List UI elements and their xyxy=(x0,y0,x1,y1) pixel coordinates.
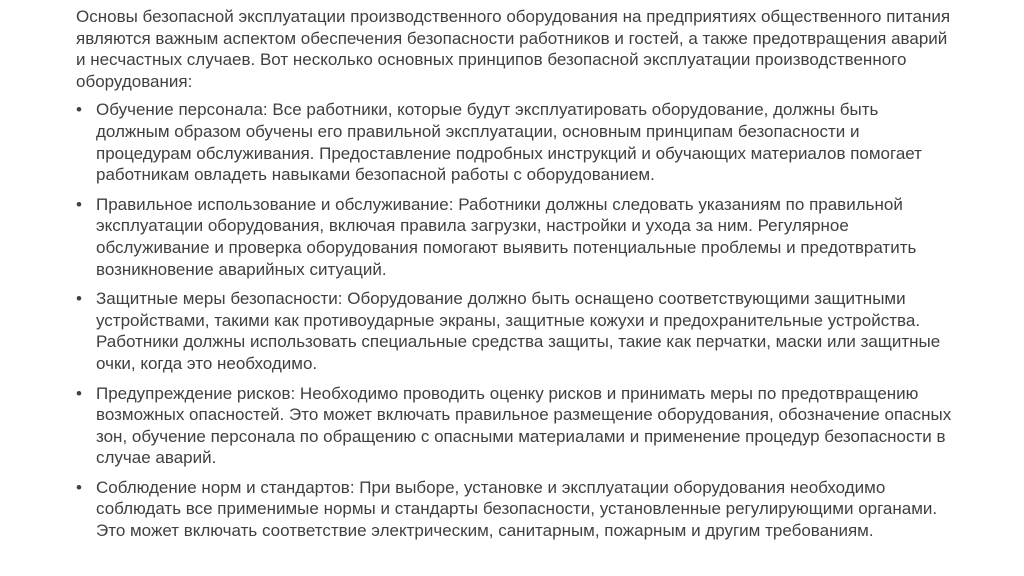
slide-content xyxy=(76,6,956,550)
principles-list xyxy=(76,99,956,541)
list-item-text: Предупреждение рисков: Необходимо проводить оценку рисков и принимать меры по предотвращению возможных опасностей. Это может включать правильное размещение оборудования, обозначение опасных зон, обучение персонала по обращению с опасными материалами и применение процедур безопасности в случае аварий. xyxy=(96,383,952,468)
list-item-training xyxy=(76,99,956,185)
bullet-icon: • xyxy=(76,477,82,497)
list-item-usage xyxy=(76,194,956,280)
list-item-standards xyxy=(76,477,956,542)
bullet-icon: • xyxy=(76,194,82,214)
bullet-icon: • xyxy=(76,289,82,309)
list-item-text: Соблюдение норм и стандартов: При выборе, установке и эксплуатации оборудования необходимо соблюдать все применимые нормы и стандарты безопасности, установленные регулирующими органами. Это может включать соответствие электрическим, санитарным, пожарным и другим требованиям. xyxy=(96,477,938,541)
list-item-protection xyxy=(76,288,956,374)
bullet-icon: • xyxy=(76,100,82,120)
intro-paragraph: Основы безопасной эксплуатации производственного оборудования на предприятиях общественного питания являются важным аспектом обеспечения безопасности работников и гостей, а также предотвращения аварий и несчастных случаев. Вот несколько основных принципов безопасной эксплуатации производственного оборудования: xyxy=(76,7,951,91)
list-item-text: Защитные меры безопасности: Оборудование должно быть оснащено соответствующими защитными устройствами, такими как противоударные экраны, защитные кожухи и предохранительные устройства. Работники должны использовать специальные средства защиты, такие как перчатки, маски или защитные очки, когда это необходимо. xyxy=(96,289,941,373)
list-item-text: Обучение персонала: Все работники, которые будут эксплуатировать оборудование, должны быть должным образом обучены его правильной эксплуатации, основным принципам безопасности и процедурам обслуживания. Предоставление подробных инструкций и обучающих материалов помогает работникам овладеть навыками безопасной работы с оборудованием. xyxy=(96,100,922,185)
list-item-risks xyxy=(76,383,956,469)
list-item-text: Правильное использование и обслуживание: Работники должны следовать указаниям по правильной эксплуатации оборудования, включая правила загрузки, настройки и ухода за ним. Регулярное обслуживание и проверка оборудования помогают выявить потенциальные проблемы и предотвратить возникновение аварийных ситуаций. xyxy=(96,194,917,279)
bullet-icon: • xyxy=(76,383,82,403)
